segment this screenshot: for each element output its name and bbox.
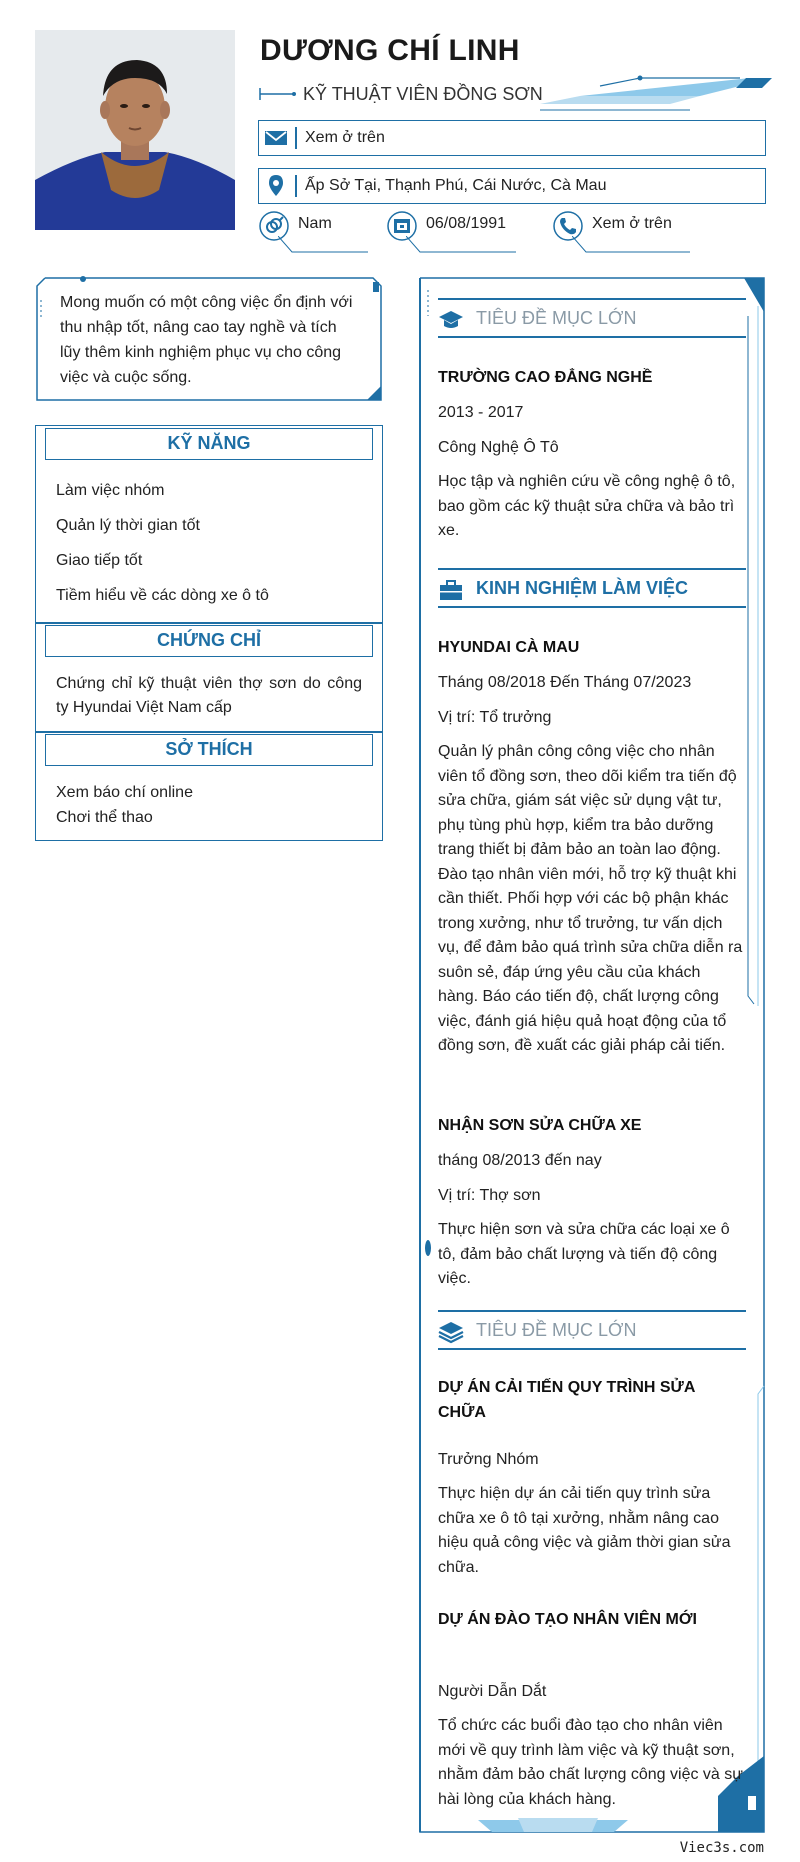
email-value: Xem ở trên xyxy=(305,129,385,146)
certificate-item: Chứng chỉ kỹ thuật viên thợ sơn do công ty Hyundai Việt Nam cấp xyxy=(56,675,362,716)
location-pin-icon xyxy=(263,173,289,199)
career-objective: Mong muốn có một công việc ổn định với thu nhập tốt, nâng cao tay nghề và tích lũy thêm kinh nghiệm phục vụ cho công việc và cuộc sống. xyxy=(60,294,353,386)
project-name: DỰ ÁN CẢI TIẾN QUY TRÌNH SỬA CHỮA xyxy=(438,1379,695,1421)
education-title: TIÊU ĐỀ MỤC LỚN xyxy=(476,308,637,328)
address-field xyxy=(258,168,766,204)
experience-title: KINH NGHIỆM LÀM VIỆC xyxy=(476,578,689,598)
briefcase-icon xyxy=(438,578,464,602)
certificates-heading: CHỨNG CHỈ xyxy=(45,625,373,657)
title-marker-icon xyxy=(258,84,298,104)
avatar xyxy=(35,30,235,230)
job-period: Tháng 08/2018 Đến Tháng 07/2023 xyxy=(438,674,692,691)
header-decoration xyxy=(540,74,772,114)
underline-deco xyxy=(406,236,516,254)
project-role: Trưởng Nhóm xyxy=(438,1451,539,1468)
profile-photo xyxy=(35,30,235,230)
project-description: Thực hiện dự án cải tiến quy trình sửa chữa xe ô tô tại xưởng, nhằm nâng cao hiệu quả công việc và giảm thời gian sửa chữa. xyxy=(438,1485,731,1576)
project-role: Người Dẫn Dắt xyxy=(438,1683,547,1700)
education-description: Học tập và nghiên cứu về công nghệ ô tô, bao gồm các kỹ thuật sửa chữa và bảo trì xe. xyxy=(438,473,736,539)
email-field xyxy=(258,120,766,156)
skill-item: Quản lý thời gian tốt xyxy=(56,517,200,534)
education-major: Công Nghệ Ô Tô xyxy=(438,439,559,456)
school-name: TRƯỜNG CAO ĐẲNG NGHỀ xyxy=(438,369,653,386)
envelope-icon xyxy=(263,125,289,151)
gender-item xyxy=(258,210,368,254)
address-value: Ấp Sở Tại, Thạnh Phú, Cái Nước, Cà Mau xyxy=(305,177,607,194)
job-position: Vị trí: Thợ sơn xyxy=(438,1187,541,1204)
separator xyxy=(295,127,297,149)
gender-value: Nam xyxy=(298,215,332,232)
experience-header xyxy=(438,572,746,608)
hobby-item: Xem báo chí online xyxy=(56,784,193,801)
underline-deco xyxy=(572,236,690,254)
separator xyxy=(295,175,297,197)
header-rule xyxy=(438,298,746,300)
header-rule xyxy=(438,1348,746,1350)
hobbies-heading: SỞ THÍCH xyxy=(45,734,373,766)
graduation-cap-icon xyxy=(438,308,464,332)
job-company: HYUNDAI CÀ MAU xyxy=(438,639,580,656)
projects-header xyxy=(438,1314,746,1350)
layers-icon xyxy=(438,1320,464,1344)
job-description: Thực hiện sơn và sửa chữa các loại xe ô tô, đảm bảo chất lượng và tiến độ công việc. xyxy=(438,1221,730,1287)
candidate-name: DƯƠNG CHÍ LINH xyxy=(260,34,520,67)
project-description: Tổ chức các buổi đào tạo cho nhân viên mới về quy trình làm việc và kỹ thuật sơn, nhằm đảm bảo chất lượng công việc và sự hài lòng của khách hàng. xyxy=(438,1717,743,1808)
header-rule xyxy=(438,336,746,338)
footer-brand[interactable]: Viec3s.com xyxy=(679,1840,764,1856)
education-period: 2013 - 2017 xyxy=(438,404,524,421)
phone-item xyxy=(552,210,702,254)
skill-item: Giao tiếp tốt xyxy=(56,552,143,569)
job-description: Quản lý phân công công việc cho nhân viên tổ đồng sơn, theo dõi kiểm tra tiến độ sửa chữa, giám sát việc sử dụng vật tư, phụ tùng phù hợp, kiểm tra bảo dưỡng trang thiết bị đảm bảo an toàn lao động. Đào tạo nhân viên mới, hỗ trợ kỹ thuật khi cần thiết. Phối hợp với các bộ phận khác trong xưởng, như tổ trưởng, tư vấn dịch vụ, để đảm bảo quá trình sửa chữa diễn ra suôn sẻ, đáp ứng yêu cầu của khách hàng. Báo cáo tiến độ, chất lượng công việc, đánh giá hiệu quả hoạt động của tổ đồng sơn, đề xuất các giải pháp cải tiến. xyxy=(438,743,743,1054)
birthday-item xyxy=(386,210,522,254)
job-title: KỸ THUẬT VIÊN ĐỒNG SƠN xyxy=(303,84,543,104)
skill-item: Làm việc nhóm xyxy=(56,482,165,499)
skills-heading: KỸ NĂNG xyxy=(45,428,373,460)
header-rule xyxy=(438,606,746,608)
section-divider xyxy=(35,622,383,624)
job-company: NHẬN SƠN SỬA CHỮA XE xyxy=(438,1117,642,1134)
education-header xyxy=(438,302,746,338)
header-rule xyxy=(438,568,746,570)
job-period: tháng 08/2013 đến nay xyxy=(438,1152,602,1169)
birthday-value: 06/08/1991 xyxy=(426,215,507,232)
projects-title: TIÊU ĐỀ MỤC LỚN xyxy=(476,1320,637,1340)
skill-item: Tiềm hiểu về các dòng xe ô tô xyxy=(56,587,269,604)
project-name: DỰ ÁN ĐÀO TẠO NHÂN VIÊN MỚI xyxy=(438,1611,697,1628)
underline-deco xyxy=(278,236,368,254)
job-position: Vị trí: Tổ trưởng xyxy=(438,709,552,726)
header-rule xyxy=(438,1310,746,1312)
phone-value: Xem ở trên xyxy=(592,215,672,232)
section-divider xyxy=(35,731,383,733)
hobby-item: Chơi thể thao xyxy=(56,809,153,826)
